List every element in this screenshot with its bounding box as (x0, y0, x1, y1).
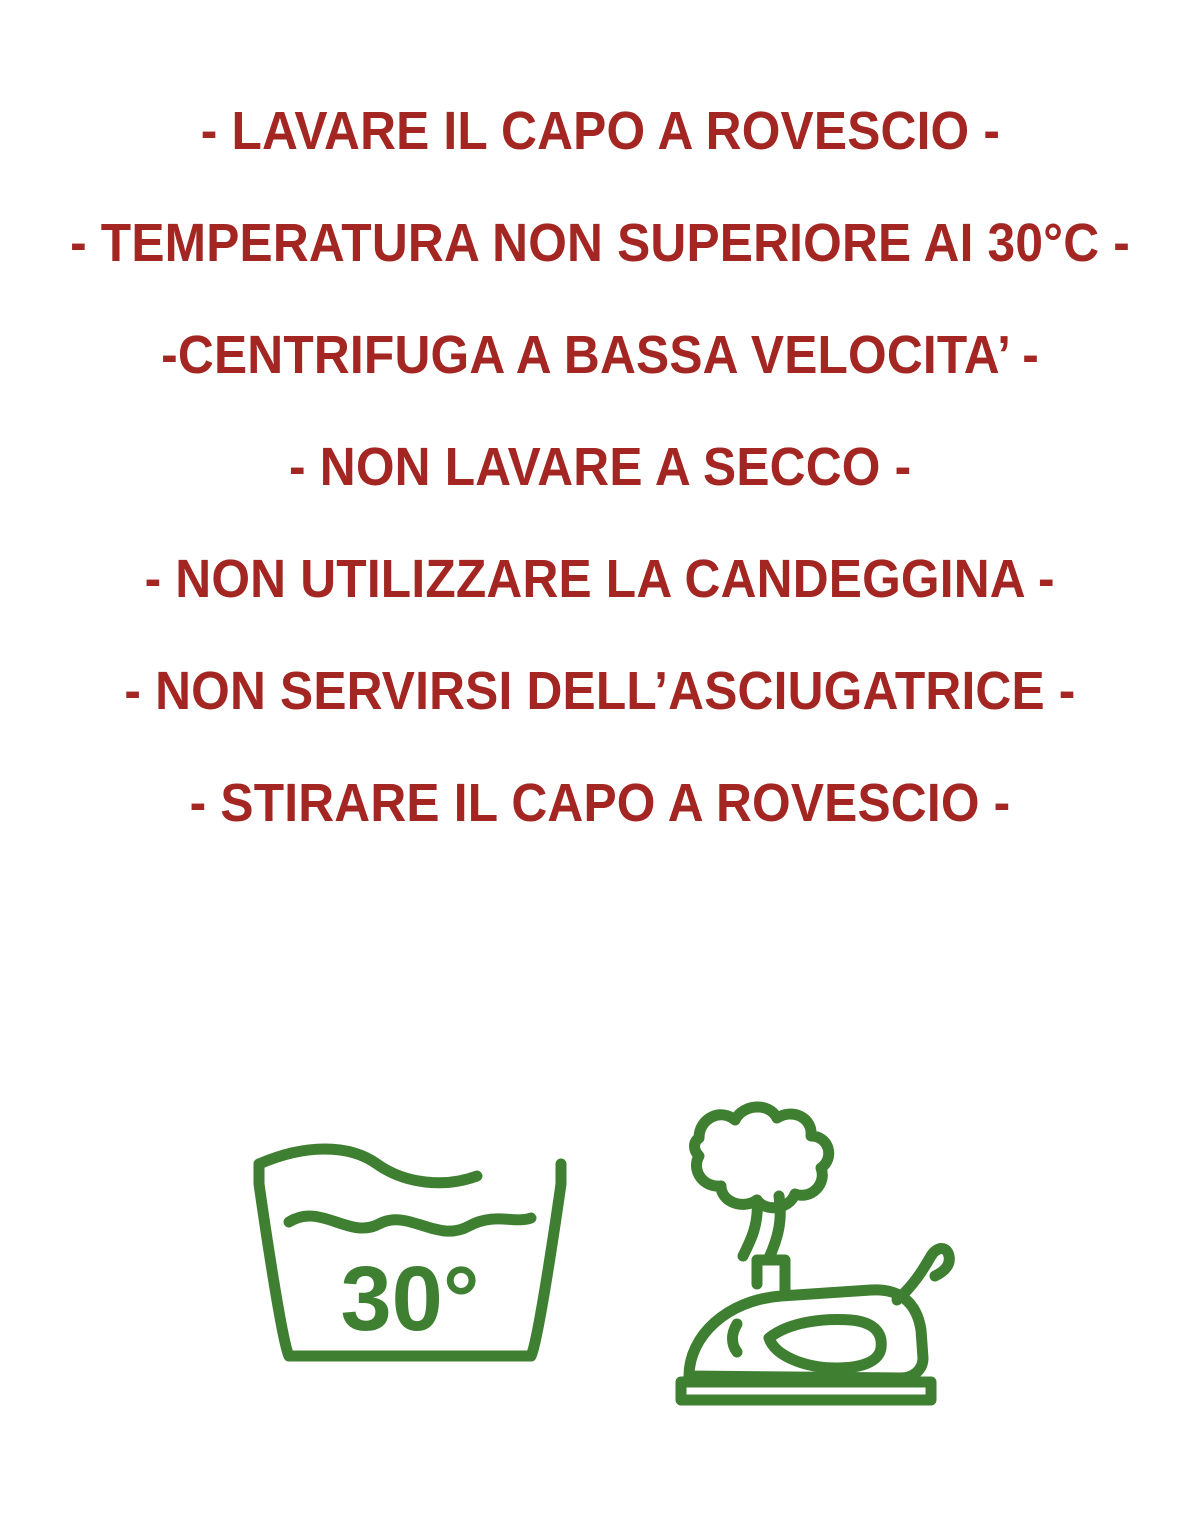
wash-temperature-label: 30° (340, 1248, 480, 1350)
instruction-line: - NON LAVARE A SECCO - (288, 437, 912, 497)
instruction-line: -CENTRIFUGA A BASSA VELOCITA’ - (161, 325, 1039, 385)
instruction-line: - TEMPERATURA NON SUPERIORE AI 30°C - (70, 213, 1130, 273)
instruction-line: - NON SERVIRSI DELL’ASCIUGATRICE - (124, 661, 1076, 721)
instruction-line: - STIRARE IL CAPO A ROVESCIO - (189, 773, 1011, 833)
wash-tub-30-icon (245, 1140, 575, 1370)
instruction-line: - LAVARE IL CAPO A ROVESCIO - (200, 101, 1000, 161)
iron-steam-icon (665, 1100, 955, 1410)
instruction-line: - NON UTILIZZARE LA CANDEGGINA - (144, 549, 1056, 609)
care-symbols-row (0, 1090, 1200, 1420)
